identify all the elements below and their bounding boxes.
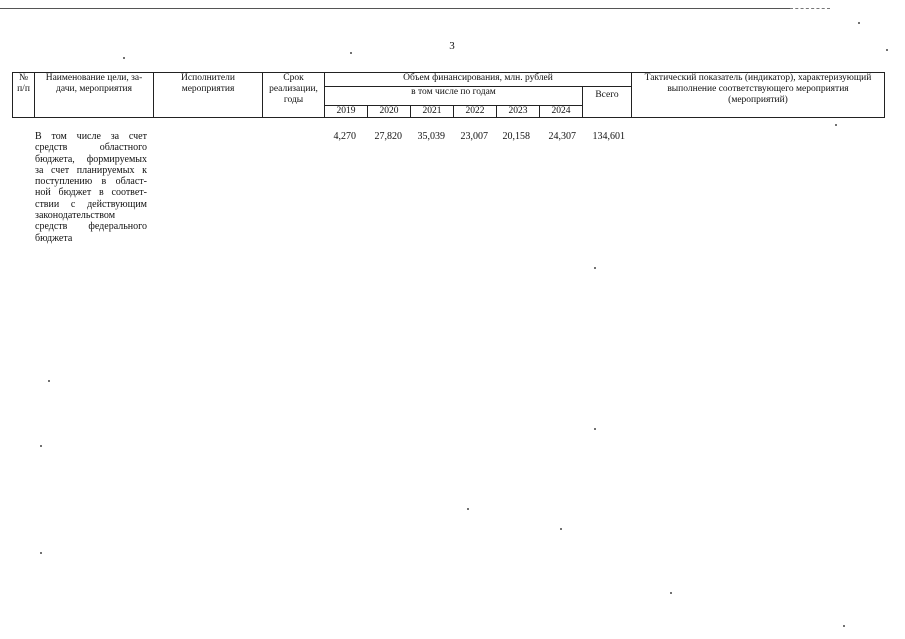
- header-term: Срок реализации, годы: [263, 73, 325, 118]
- scan-speck: [858, 22, 860, 24]
- value-2019: 4,270: [333, 131, 356, 142]
- scan-speck: [886, 49, 888, 51]
- header-total: Всего: [583, 87, 632, 118]
- year-2020: 2020: [368, 106, 411, 118]
- year-2021: 2021: [411, 106, 454, 118]
- scan-speck: [670, 592, 672, 594]
- header-by-years: в том числе по годам: [325, 87, 583, 106]
- scan-speck: [594, 428, 596, 430]
- value-2022: 23,007: [460, 131, 488, 142]
- year-2024: 2024: [540, 106, 583, 118]
- header-indicator: Тактический показатель (индикатор), характеризующий выполнение соответствующего мероприятия (мероприятий): [632, 73, 885, 118]
- year-2022: 2022: [454, 106, 497, 118]
- scan-speck: [594, 267, 596, 269]
- scan-speck: [48, 380, 50, 382]
- top-dashed-rule: [790, 8, 830, 9]
- scan-speck: [40, 445, 42, 447]
- year-2023: 2023: [497, 106, 540, 118]
- header-financing: Объем финансирования, млн. рублей: [325, 73, 632, 87]
- scan-speck: [40, 552, 42, 554]
- scan-speck: [560, 528, 562, 530]
- value-2021: 35,039: [417, 131, 445, 142]
- scan-speck: [835, 124, 837, 126]
- row-description: В том числе за счет средств областного бюджета, формируемых за счет планируемых к поступлению в област-ной бюджет в соответ-ствии с действующим законодательством средств федерального бюджета: [35, 131, 147, 244]
- value-total: 134,601: [592, 131, 625, 142]
- page-number: 3: [449, 40, 455, 52]
- value-2023: 20,158: [502, 131, 530, 142]
- value-2020: 27,820: [374, 131, 402, 142]
- header-num: № п/п: [13, 73, 35, 118]
- financing-table-header: [12, 72, 885, 118]
- header-executors: Исполнители мероприятия: [154, 73, 263, 118]
- scan-speck: [123, 57, 125, 59]
- year-2019: 2019: [325, 106, 368, 118]
- value-2024: 24,307: [548, 131, 576, 142]
- scan-speck: [843, 625, 845, 627]
- scan-speck: [350, 52, 352, 54]
- top-rule: [0, 8, 790, 9]
- header-name: Наименование цели, за- дачи, мероприятия: [35, 73, 154, 118]
- scan-speck: [467, 508, 469, 510]
